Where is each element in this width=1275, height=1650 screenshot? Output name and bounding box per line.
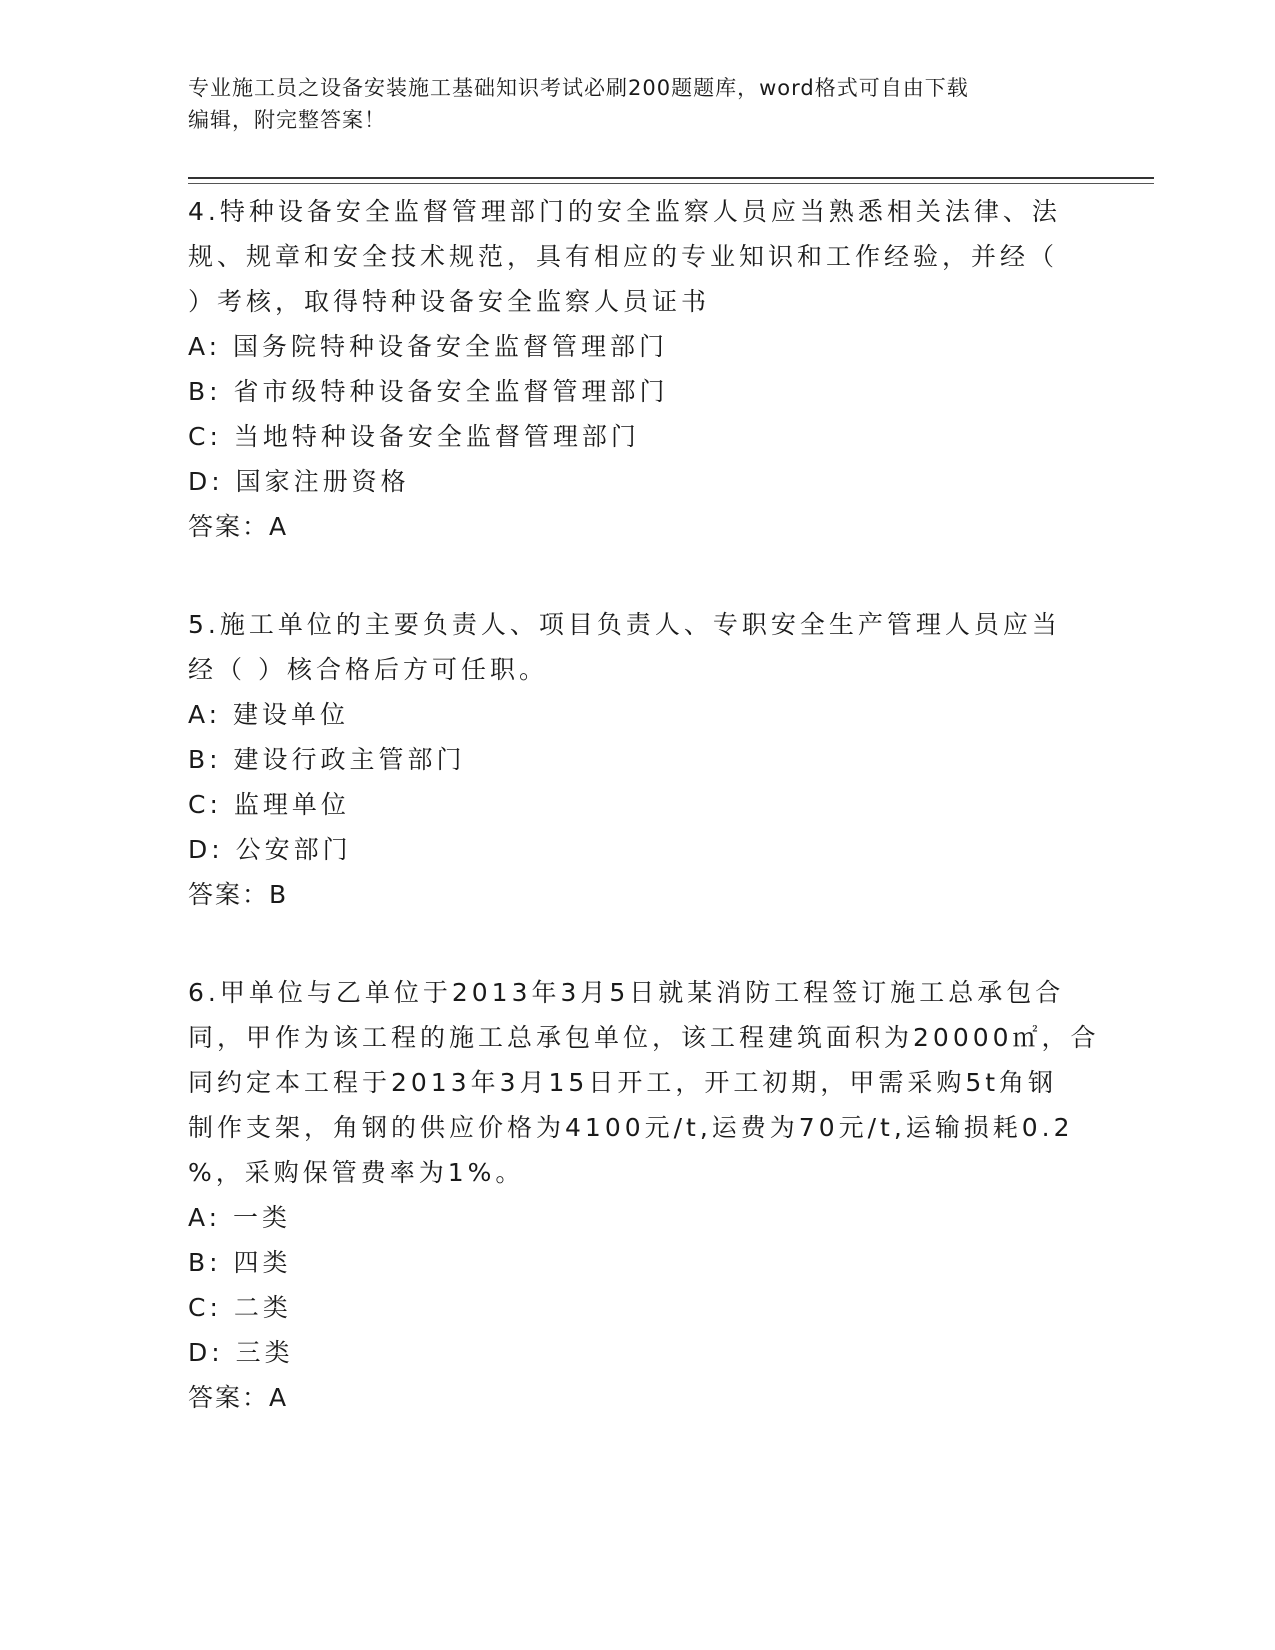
option-c: C: 监理单位 [188,790,350,819]
question-text-line: 6.甲单位与乙单位于2013年3月5日就某消防工程签订施工总承包合 [188,978,1065,1007]
answer-line: 答案：A [188,512,289,541]
option-a: A: 国务院特种设备安全监督管理部门 [188,332,669,361]
option-a: A: 一类 [188,1203,292,1232]
option-b: B: 建设行政主管部门 [188,745,466,774]
document-header [188,72,1088,136]
question-6 [188,970,1100,1420]
question-text-line: 制作支架，角钢的供应价格为4100元/t,运费为70元/t,运输损耗0.2 [188,1113,1074,1142]
question-text-line: 5.施工单位的主要负责人、项目负责人、专职安全生产管理人员应当 [188,610,1061,639]
question-4 [188,189,1088,549]
question-text-line: 同约定本工程于2013年3月15日开工，开工初期，甲需采购5t角钢 [188,1068,1058,1097]
header-divider-thick [188,177,1154,179]
option-c: C: 当地特种设备安全监督管理部门 [188,422,640,451]
question-text-line: 4.特种设备安全监督管理部门的安全监察人员应当熟悉相关法律、法 [188,197,1061,226]
option-d: D: 三类 [188,1338,294,1367]
question-list [188,189,1100,1473]
answer-line: 答案：B [188,880,289,909]
option-d: D: 国家注册资格 [188,467,410,496]
question-text-line: 规、规章和安全技术规范，具有相应的专业知识和工作经验，并经（ [188,242,1059,271]
question-text-line: 同，甲作为该工程的施工总承包单位，该工程建筑面积为20000㎡，合 [188,1023,1100,1052]
header-line-1: 专业施工员之设备安装施工基础知识考试必刷200题题库，word格式可自由下载 [188,76,969,100]
question-5 [188,602,1088,917]
option-b: B: 四类 [188,1248,292,1277]
option-a: A: 建设单位 [188,700,350,729]
question-text-line: ）考核，取得特种设备安全监察人员证书 [188,287,711,316]
header-line-2: 编辑，附完整答案！ [188,108,386,132]
option-c: C: 二类 [188,1293,292,1322]
option-d: D: 公安部门 [188,835,352,864]
answer-line: 答案：A [188,1383,289,1412]
question-text-line: 经（ ）核合格后方可任职。 [188,655,548,684]
question-text-line: %，采购保管费率为1%。 [188,1158,525,1187]
header-divider-thin [188,183,1154,184]
option-b: B: 省市级特种设备安全监督管理部门 [188,377,669,406]
